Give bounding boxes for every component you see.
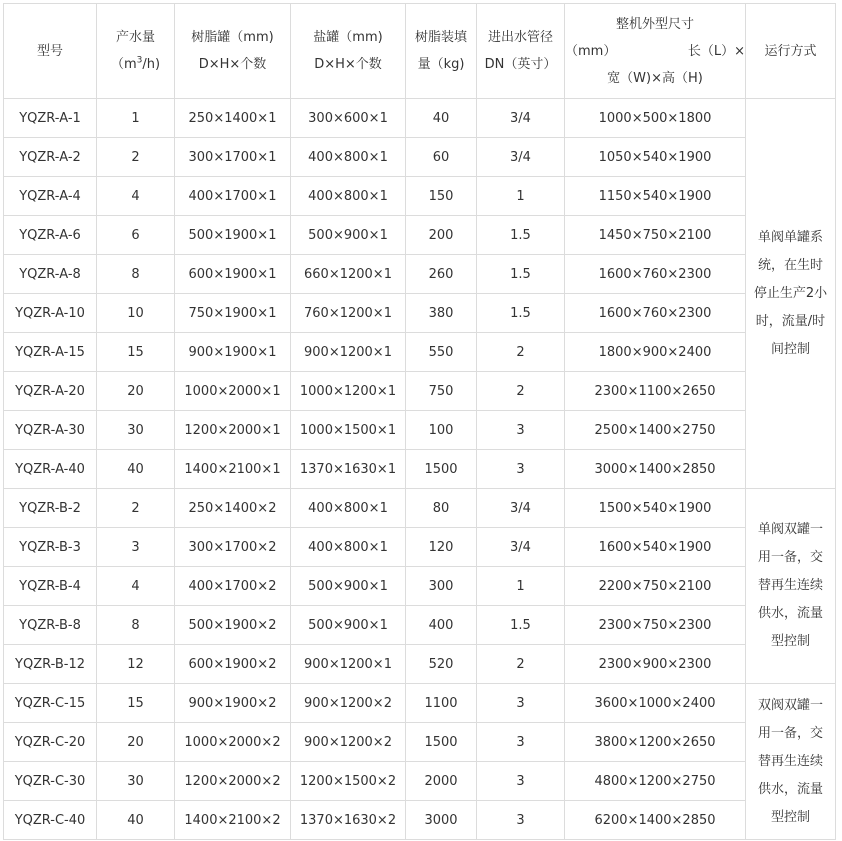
table-row	[4, 333, 836, 372]
header-resin-tank-label: 树脂罐（mm)	[191, 30, 274, 45]
header-resin-tank	[175, 4, 291, 99]
spec-table-body	[4, 99, 836, 840]
cell-flow: 20	[97, 723, 175, 762]
cell-fill: 200	[406, 216, 477, 255]
cell-pipe: 3	[477, 801, 565, 840]
table-row	[4, 801, 836, 840]
cell-flow: 2	[97, 489, 175, 528]
cell-salt: 1200×1500×2	[291, 762, 406, 801]
cell-dims: 4800×1200×2750	[565, 762, 746, 801]
cell-salt: 1000×1500×1	[291, 411, 406, 450]
cell-resin: 400×1700×1	[175, 177, 291, 216]
table-row	[4, 99, 836, 138]
cell-pipe: 3	[477, 762, 565, 801]
cell-flow: 20	[97, 372, 175, 411]
cell-flow: 10	[97, 294, 175, 333]
cell-fill: 750	[406, 372, 477, 411]
table-row	[4, 684, 836, 723]
cell-resin: 500×1900×2	[175, 606, 291, 645]
header-dimensions-width-height: 宽（W)×高（H)	[607, 70, 703, 86]
table-row	[4, 177, 836, 216]
cell-dims: 1800×900×2400	[565, 333, 746, 372]
header-resin-tank-format: D×H×个数	[198, 57, 267, 72]
header-salt-tank-label: 盐罐（mm)	[313, 30, 383, 45]
cell-dims: 2300×900×2300	[565, 645, 746, 684]
cell-salt: 760×1200×1	[291, 294, 406, 333]
table-row	[4, 138, 836, 177]
cell-resin: 400×1700×2	[175, 567, 291, 606]
cell-resin: 1000×2000×1	[175, 372, 291, 411]
header-pipe-diameter	[477, 4, 565, 99]
cell-fill: 150	[406, 177, 477, 216]
cell-resin: 1200×2000×1	[175, 411, 291, 450]
cell-dims: 1450×750×2100	[565, 216, 746, 255]
cell-fill: 1500	[406, 450, 477, 489]
cell-fill: 100	[406, 411, 477, 450]
cell-fill: 400	[406, 606, 477, 645]
cell-resin: 300×1700×1	[175, 138, 291, 177]
cell-salt: 1370×1630×1	[291, 450, 406, 489]
header-model: 型号	[4, 4, 97, 99]
table-row	[4, 372, 836, 411]
cell-model: YQZR-A-4	[4, 177, 97, 216]
cell-model: YQZR-A-8	[4, 255, 97, 294]
cell-model: YQZR-A-10	[4, 294, 97, 333]
cell-pipe: 3	[477, 411, 565, 450]
cell-pipe: 2	[477, 645, 565, 684]
spec-table	[3, 3, 836, 840]
header-resin-fill-unit: 量（kg)	[417, 57, 465, 72]
cell-dims: 1600×540×1900	[565, 528, 746, 567]
cell-resin: 500×1900×1	[175, 216, 291, 255]
cell-resin: 1000×2000×2	[175, 723, 291, 762]
cell-dims: 1500×540×1900	[565, 489, 746, 528]
cell-model: YQZR-A-30	[4, 411, 97, 450]
header-salt-tank-format: D×H×个数	[314, 57, 382, 72]
cell-resin: 250×1400×2	[175, 489, 291, 528]
cell-salt: 900×1200×1	[291, 333, 406, 372]
header-dimensions-unit: （mm）	[565, 43, 617, 59]
table-row	[4, 762, 836, 801]
header-flow	[97, 4, 175, 99]
cell-fill: 80	[406, 489, 477, 528]
table-row	[4, 567, 836, 606]
cell-fill: 1100	[406, 684, 477, 723]
cell-salt: 400×800×1	[291, 177, 406, 216]
cell-model: YQZR-B-3	[4, 528, 97, 567]
cell-dims: 2300×1100×2650	[565, 372, 746, 411]
cell-dims: 1000×500×1800	[565, 99, 746, 138]
cell-salt: 400×800×1	[291, 489, 406, 528]
cell-pipe: 3	[477, 450, 565, 489]
table-row	[4, 216, 836, 255]
cell-pipe: 1.5	[477, 216, 565, 255]
table-row	[4, 294, 836, 333]
cell-salt: 1370×1630×2	[291, 801, 406, 840]
cell-fill: 380	[406, 294, 477, 333]
cell-flow: 3	[97, 528, 175, 567]
cell-salt: 500×900×1	[291, 216, 406, 255]
cell-resin: 1200×2000×2	[175, 762, 291, 801]
cell-dims: 6200×1400×2850	[565, 801, 746, 840]
cell-model: YQZR-B-4	[4, 567, 97, 606]
cell-salt: 500×900×1	[291, 606, 406, 645]
cell-salt: 500×900×1	[291, 567, 406, 606]
header-flow-unit: $(m^3/h)$	[110, 55, 161, 72]
cell-flow: 8	[97, 255, 175, 294]
cell-resin: 1400×2100×2	[175, 801, 291, 840]
cell-pipe: 3/4	[477, 99, 565, 138]
cell-fill: 520	[406, 645, 477, 684]
cell-fill: 300	[406, 567, 477, 606]
cell-dims: 2300×750×2300	[565, 606, 746, 645]
cell-model: YQZR-B-8	[4, 606, 97, 645]
header-dimensions-length: 长（L）×	[687, 43, 745, 59]
table-row	[4, 411, 836, 450]
cell-flow: 4	[97, 177, 175, 216]
cell-model: YQZR-A-20	[4, 372, 97, 411]
cell-dims: 3800×1200×2650	[565, 723, 746, 762]
cell-model: YQZR-C-30	[4, 762, 97, 801]
cell-flow: 40	[97, 801, 175, 840]
cell-pipe: 1.5	[477, 255, 565, 294]
table-row	[4, 450, 836, 489]
cell-flow: 6	[97, 216, 175, 255]
cell-dims: 3600×1000×2400	[565, 684, 746, 723]
header-row	[4, 4, 836, 99]
cell-resin: 600×1900×2	[175, 645, 291, 684]
cell-resin: 900×1900×1	[175, 333, 291, 372]
cell-dims: 2500×1400×2750	[565, 411, 746, 450]
cell-dims: 1150×540×1900	[565, 177, 746, 216]
cell-fill: 40	[406, 99, 477, 138]
cell-fill: 260	[406, 255, 477, 294]
header-dimensions	[565, 4, 746, 99]
cell-resin: 600×1900×1	[175, 255, 291, 294]
table-row	[4, 528, 836, 567]
cell-resin: 750×1900×1	[175, 294, 291, 333]
cell-dims: 1600×760×2300	[565, 294, 746, 333]
cell-operation-mode: 双阀双罐一用一备，交替再生连续供水，流量型控制	[746, 684, 836, 840]
cell-fill: 550	[406, 333, 477, 372]
cell-pipe: 3	[477, 723, 565, 762]
cell-model: YQZR-A-40	[4, 450, 97, 489]
cell-pipe: 3/4	[477, 138, 565, 177]
header-pipe-diameter-label: 进出水管径	[487, 30, 553, 45]
header-pipe-diameter-unit: DN（英寸）	[484, 57, 557, 72]
cell-fill: 2000	[406, 762, 477, 801]
cell-flow: 15	[97, 333, 175, 372]
cell-pipe: 1.5	[477, 294, 565, 333]
cell-flow: 15	[97, 684, 175, 723]
cell-flow: 12	[97, 645, 175, 684]
cell-pipe: 3/4	[477, 489, 565, 528]
cell-flow: 4	[97, 567, 175, 606]
cell-resin: 250×1400×1	[175, 99, 291, 138]
cell-pipe: 1	[477, 567, 565, 606]
cell-pipe: 1	[477, 177, 565, 216]
cell-fill: 3000	[406, 801, 477, 840]
header-resin-fill-label: 树脂装填	[414, 30, 467, 45]
table-row	[4, 723, 836, 762]
cell-salt: 900×1200×2	[291, 684, 406, 723]
cell-pipe: 1.5	[477, 606, 565, 645]
cell-flow: 1	[97, 99, 175, 138]
header-dimensions-label: 整机外型尺寸	[615, 16, 694, 32]
cell-dims: 3000×1400×2850	[565, 450, 746, 489]
cell-salt: 1000×1200×1	[291, 372, 406, 411]
cell-flow: 30	[97, 762, 175, 801]
cell-pipe: 2	[477, 372, 565, 411]
cell-model: YQZR-C-20	[4, 723, 97, 762]
header-flow-label: 产水量	[115, 30, 155, 45]
cell-resin: 1400×2100×1	[175, 450, 291, 489]
header-resin-fill	[406, 4, 477, 99]
cell-dims: 1050×540×1900	[565, 138, 746, 177]
header-salt-tank	[291, 4, 406, 99]
header-dimensions-unit-row	[565, 38, 745, 65]
cell-model: YQZR-C-40	[4, 801, 97, 840]
cell-fill: 1500	[406, 723, 477, 762]
cell-model: YQZR-C-15	[4, 684, 97, 723]
cell-resin: 900×1900×2	[175, 684, 291, 723]
cell-salt: 900×1200×2	[291, 723, 406, 762]
cell-flow: 40	[97, 450, 175, 489]
cell-operation-mode: 单阀双罐一用一备，交替再生连续供水，流量型控制	[746, 489, 836, 684]
table-row	[4, 645, 836, 684]
cell-model: YQZR-A-2	[4, 138, 97, 177]
cell-salt: 400×800×1	[291, 528, 406, 567]
cell-flow: 30	[97, 411, 175, 450]
cell-model: YQZR-B-12	[4, 645, 97, 684]
cell-model: YQZR-A-6	[4, 216, 97, 255]
cell-resin: 300×1700×2	[175, 528, 291, 567]
cell-pipe: 3/4	[477, 528, 565, 567]
cell-flow: 8	[97, 606, 175, 645]
cell-salt: 400×800×1	[291, 138, 406, 177]
cell-pipe: 2	[477, 333, 565, 372]
table-row	[4, 255, 836, 294]
cell-operation-mode: 单阀单罐系统，在生时停止生产2小时，流量/时间控制	[746, 99, 836, 489]
cell-model: YQZR-B-2	[4, 489, 97, 528]
cell-model: YQZR-A-1	[4, 99, 97, 138]
table-row	[4, 606, 836, 645]
cell-fill: 60	[406, 138, 477, 177]
cell-salt: 660×1200×1	[291, 255, 406, 294]
cell-salt: 900×1200×1	[291, 645, 406, 684]
cell-fill: 120	[406, 528, 477, 567]
table-row	[4, 489, 836, 528]
cell-flow: 2	[97, 138, 175, 177]
cell-salt: 300×600×1	[291, 99, 406, 138]
cell-model: YQZR-A-15	[4, 333, 97, 372]
cell-dims: 1600×760×2300	[565, 255, 746, 294]
cell-pipe: 3	[477, 684, 565, 723]
header-operation-mode: 运行方式	[746, 4, 836, 99]
cell-dims: 2200×750×2100	[565, 567, 746, 606]
